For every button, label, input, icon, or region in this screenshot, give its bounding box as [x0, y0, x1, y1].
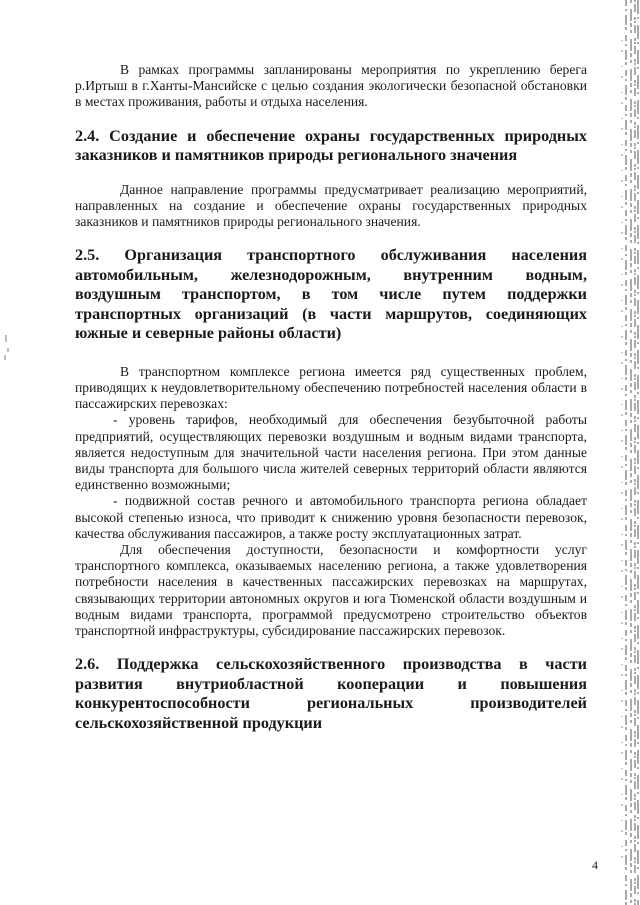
heading-section-2-5: 2.5. Организация транспортного обслуживания населения автомобильным, железнодорожным, внутренним водным, воздушным транспортом, в том числе путем поддержки транспортных организаций (в части маршрутов, соединяющих южные и северные районы области)	[75, 246, 587, 343]
paragraph-transport-measures: Для обеспечения доступности, безопасности и комфортности услуг транспортного комплекса, оказываемых населению региона, а также удовлетворения потребности населения в качественных пассажирских перевозках на маршрутах, связывающих территории автономных округов и юга Тюменской области воздушным и водным видами транспорта, программой предусмотрено строительство объектов транспортной инфраструктуры, субсидирование пассажирских перевозок.	[75, 541, 587, 638]
heading-section-2-6: 2.6. Поддержка сельскохозяйственного производства в части развития внутриобластной кооперации и повышения конкурентоспособности региональных производителей сельскохозяйственной продукции	[75, 655, 587, 732]
list-item-rolling-stock: - подвижной состав речного и автомобильного транспорта региона обладает высокой степенью износа, что приводит к снижению уровня безопасности перевозок, качества обслуживания пассажиров, а также росту эксплуатационных затрат.	[75, 493, 587, 541]
paragraph-transport-problems: В транспортном комплексе региона имеется ряд существенных проблем, приводящих к неудовлетворительному обеспечению потребностей населения области в пассажирских перевозках:	[75, 363, 587, 412]
paragraph-riverbank: В рамках программы запланированы мероприятия по укреплению берега р.Иртыш в г.Ханты-Мансийске с целью создания экологически безопасной обстановки в местах проживания, работы и отдыха населения.	[75, 62, 587, 110]
scan-edge-noise	[612, 0, 640, 905]
page-content	[75, 62, 587, 733]
page-number: 4	[592, 858, 598, 872]
paragraph-reserves: Данное направление программы предусматривает реализацию мероприятий, направленных на создание и обеспечение охраны государственных природных заказников и памятников природы регионального значения.	[75, 181, 587, 230]
scan-left-marks	[0, 0, 12, 905]
list-item-tariffs: - уровень тарифов, необходимый для обеспечения безубыточной работы предприятий, осуществляющих перевозки воздушным и водным видами транспорта, является недоступным для значительной части населения региона. При этом данные виды транспорта для большого числа жителей северных территорий области являются единственно возможными;	[75, 412, 587, 493]
heading-section-2-4: 2.4. Создание и обеспечение охраны государственных природных заказников и памятников природы регионального значения	[75, 126, 587, 165]
